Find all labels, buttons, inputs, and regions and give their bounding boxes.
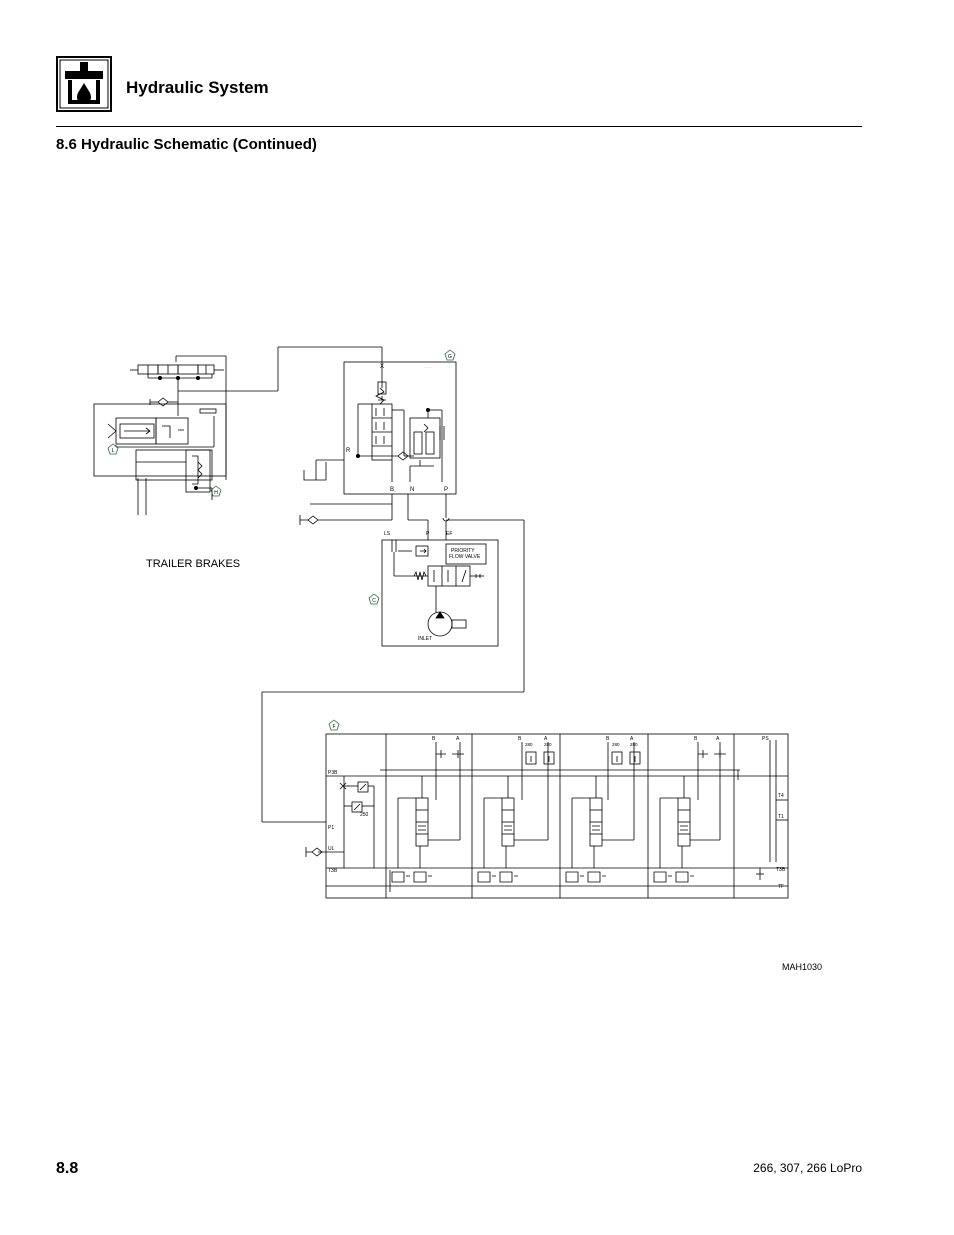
callout-f-badge bbox=[329, 720, 339, 730]
port-ef-label: EF bbox=[446, 531, 453, 537]
spool-section-1 bbox=[390, 736, 464, 892]
port-t4-label: T4 bbox=[778, 793, 784, 799]
port-ls-label: LS bbox=[384, 531, 391, 537]
port-n-label: N bbox=[410, 487, 415, 493]
port-t3b-2-label: T3B bbox=[776, 867, 786, 873]
priority-flow-valve-label-1: PRIORITY bbox=[451, 548, 475, 554]
section-2-relief-b: 280 bbox=[525, 742, 533, 747]
callout-l-label: L bbox=[111, 448, 115, 454]
port-p3b-label: P3B bbox=[328, 770, 338, 776]
section-3-relief-b: 280 bbox=[612, 742, 620, 747]
model-list: 266, 307, 266 LoPro bbox=[753, 1161, 862, 1175]
priority-flow-valve-pump-block bbox=[382, 531, 498, 646]
main-control-valve bbox=[306, 734, 788, 898]
section-3-port-a: A bbox=[630, 736, 634, 742]
spool-section-2 bbox=[478, 736, 554, 882]
port-p2-label: P bbox=[426, 531, 430, 537]
callout-h-label: H bbox=[214, 490, 218, 496]
callout-g-label: G bbox=[448, 354, 452, 360]
port-t1-label: T1 bbox=[778, 814, 784, 820]
section-2-port-a: A bbox=[544, 736, 548, 742]
section-4-port-b: B bbox=[694, 736, 698, 742]
callout-h-badge bbox=[211, 486, 221, 496]
spool-section-4 bbox=[654, 736, 726, 882]
port-ps-label: PS bbox=[762, 736, 769, 742]
priority-flow-valve-label-2: FLOW VALVE bbox=[449, 554, 481, 560]
port-r-label: R bbox=[346, 448, 351, 454]
spool-section-3 bbox=[566, 736, 640, 882]
section-3-port-b: B bbox=[606, 736, 610, 742]
check-valve-symbol bbox=[308, 516, 318, 524]
port-tf-label: TF bbox=[778, 884, 785, 890]
callout-f-label: F bbox=[332, 724, 336, 730]
callout-c-badge bbox=[369, 594, 379, 604]
tank-symbol bbox=[304, 462, 326, 480]
svg-text:· · · · ·: · · · · · bbox=[424, 365, 433, 369]
section-1-port-a: A bbox=[456, 736, 460, 742]
port-x-label: X bbox=[380, 364, 385, 370]
port-p1-label: P1 bbox=[328, 825, 335, 831]
port-p-label: P bbox=[444, 487, 449, 493]
relief-250-label: 250 bbox=[360, 812, 369, 818]
callout-g-badge bbox=[445, 350, 455, 360]
page-number: 8.8 bbox=[56, 1160, 79, 1177]
section-4-port-a: A bbox=[716, 736, 720, 742]
drawing-number: MAH1030 bbox=[782, 962, 823, 972]
port-b-label: B bbox=[390, 487, 395, 493]
section-1-port-b: B bbox=[432, 736, 436, 742]
section-2-relief-a: 280 bbox=[544, 742, 552, 747]
section-2-port-b: B bbox=[518, 736, 522, 742]
callout-l-badge bbox=[108, 444, 118, 454]
subsection-title: 8.6 Hydraulic Schematic (Continued) bbox=[56, 136, 317, 153]
section-title: Hydraulic System bbox=[126, 78, 269, 97]
section-3-relief-a: 280 bbox=[630, 742, 638, 747]
trailer-brake-valve bbox=[94, 347, 385, 515]
steering-valve-block bbox=[344, 362, 456, 494]
trailer-brakes-label: TRAILER BRAKES bbox=[146, 558, 241, 570]
port-ul-label: UL bbox=[328, 846, 335, 852]
callout-c-label: C bbox=[372, 598, 376, 604]
port-t3b-label: T3B bbox=[328, 868, 338, 874]
pump-inlet-label: INLET bbox=[418, 636, 433, 642]
